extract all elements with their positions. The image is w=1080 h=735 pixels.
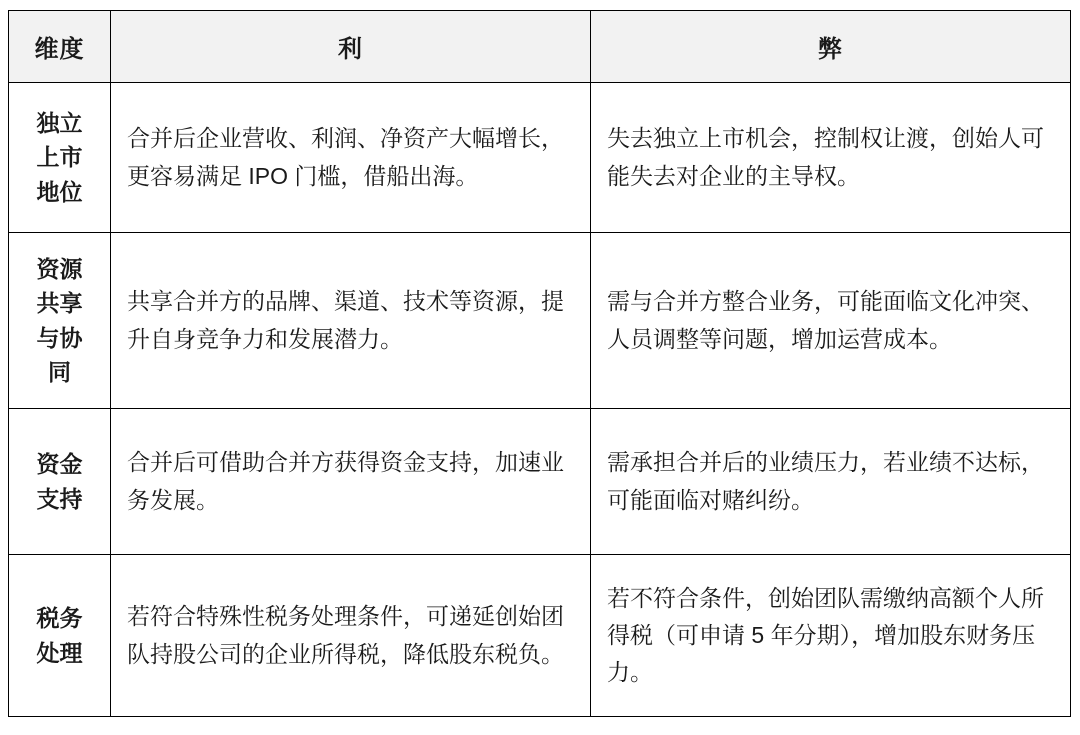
row-pros-text: 合并后可借助合并方获得资金支持，加速业务发展。 — [111, 409, 591, 555]
dimension-line: 同 — [48, 359, 71, 385]
table-header — [9, 11, 1071, 83]
dimension-line: 税务 — [36, 605, 83, 631]
row-dimension-label — [9, 409, 111, 555]
row-dimension-label — [9, 233, 111, 409]
pros-cons-comparison-table — [8, 10, 1071, 717]
column-header-dimension: 维度 — [9, 11, 111, 83]
row-dimension-label — [9, 83, 111, 233]
table-row — [9, 83, 1071, 233]
dimension-line: 独立 — [36, 109, 83, 136]
dimension-line: 支持 — [36, 485, 83, 512]
dimension-line: 上市 — [36, 144, 83, 171]
dimension-line: 资源 — [36, 255, 83, 282]
row-cons-text: 若不符合条件，创始团队需缴纳高额个人所得税（可申请 5 年分期），增加股东财务压力。 — [591, 555, 1071, 717]
row-cons-text: 需承担合并后的业绩压力，若业绩不达标，可能面临对赌纠纷。 — [591, 409, 1071, 555]
dimension-line: 与协 — [36, 324, 83, 351]
row-cons-text: 失去独立上市机会，控制权让渡，创始人可能失去对企业的主导权。 — [591, 83, 1071, 233]
dimension-line: 共享 — [36, 290, 83, 316]
dimension-line: 地位 — [36, 178, 83, 205]
row-pros-text: 合并后企业营收、利润、净资产大幅增长，更容易满足 IPO 门槛，借船出海。 — [111, 83, 591, 233]
row-cons-text: 需与合并方整合业务，可能面临文化冲突、人员调整等问题，增加运营成本。 — [591, 233, 1071, 409]
row-pros-text: 共享合并方的品牌、渠道、技术等资源，提升自身竞争力和发展潜力。 — [111, 233, 591, 409]
dimension-line: 处理 — [36, 639, 83, 666]
column-header-cons: 弊 — [591, 11, 1071, 83]
table-row — [9, 555, 1071, 717]
table-row — [9, 409, 1071, 555]
row-dimension-label — [9, 555, 111, 717]
table-header-row — [9, 11, 1071, 83]
table-row — [9, 233, 1071, 409]
row-pros-text: 若符合特殊性税务处理条件，可递延创始团队持股公司的企业所得税，降低股东税负。 — [111, 555, 591, 717]
table-body — [9, 83, 1071, 717]
dimension-line: 资金 — [36, 451, 83, 477]
column-header-pros: 利 — [111, 11, 591, 83]
